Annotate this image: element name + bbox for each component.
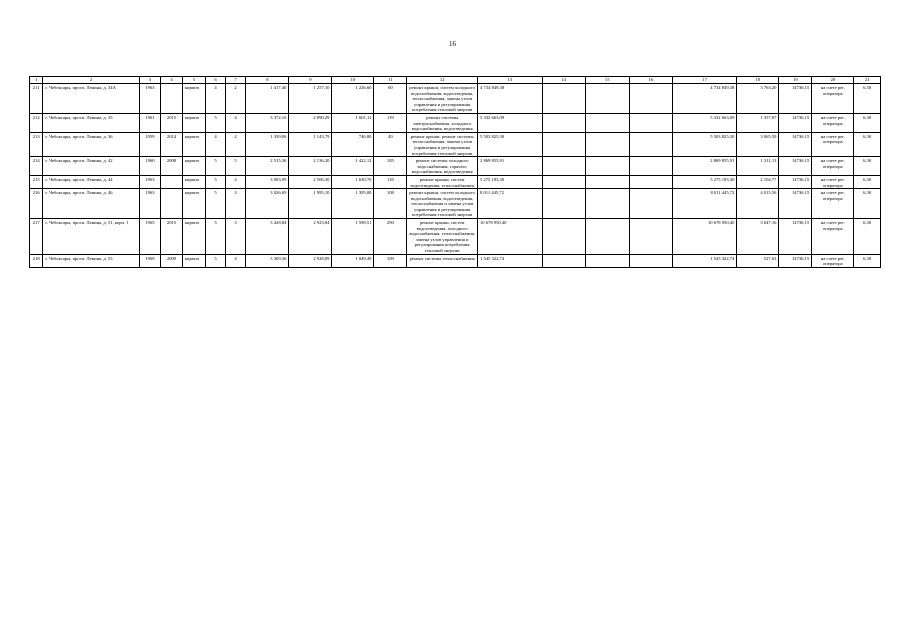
table-cell: 4 015,56 — [737, 189, 779, 219]
table-cell: кирпич — [182, 189, 206, 219]
table-cell: 1 995,10 — [289, 189, 332, 219]
table-row — [30, 219, 881, 255]
table-cell: 1 422,12 — [332, 157, 374, 176]
table-cell: 10 678 950,40 — [478, 219, 543, 255]
table-cell — [542, 157, 585, 176]
table-cell: 14736,15 — [779, 132, 812, 156]
table-cell: 2 515,36 — [246, 157, 289, 176]
table-cell: 218 — [30, 254, 43, 267]
table-cell: 6,30 — [854, 132, 881, 156]
table-cell: 6,30 — [854, 254, 881, 267]
table-cell: кирпич — [182, 157, 206, 176]
table-cell: 1963 — [139, 175, 161, 188]
table-cell: 2 — [225, 132, 246, 156]
table-cell: 5 332 663,09 — [478, 113, 543, 132]
table-cell — [585, 175, 629, 188]
table-row — [30, 189, 881, 219]
table-cell: 6,30 — [854, 219, 881, 255]
table-cell: на счете рег. оператора — [812, 113, 854, 132]
table-cell: 14736,15 — [779, 175, 812, 188]
table-cell: 3 — [225, 189, 246, 219]
table-cell: 1 545 322,74 — [672, 254, 737, 267]
table-cell: 2 104,77 — [737, 175, 779, 188]
table-cell — [629, 189, 672, 219]
table-cell: ремонт крыши, систем холодного водоснабжения, водоотведения, теплоснабжения и замена узлов управления и регулирования потребления тепловой энергии — [407, 189, 478, 219]
table-cell: 2 — [225, 84, 246, 114]
table-cell: 5 — [206, 254, 225, 267]
table-cell: 5 275 183,30 — [672, 175, 737, 188]
table-cell: 2015 — [161, 113, 183, 132]
table-cell — [542, 219, 585, 255]
table-cell: 3 003,99 — [246, 175, 289, 188]
table-cell: 211 — [30, 84, 43, 114]
table-cell — [629, 175, 672, 188]
table-cell: 2014 — [161, 132, 183, 156]
table-cell: кирпич — [182, 132, 206, 156]
table-cell: 1 357,87 — [737, 113, 779, 132]
table-cell: 1 417,40 — [246, 84, 289, 114]
table-cell: 213 — [30, 132, 43, 156]
table-cell: 3 309,36 — [246, 254, 289, 267]
table-cell: 1965 — [139, 219, 161, 255]
table-cell: 5 — [206, 175, 225, 188]
table-cell: 214 — [30, 157, 43, 176]
table-cell: на счете рег. оператора — [812, 219, 854, 255]
column-number: 4 — [161, 77, 183, 84]
column-number: 5 — [182, 77, 206, 84]
table-cell: г. Чебоксары, просп. Ленина, д. 42 — [43, 157, 139, 176]
table-cell: 4 — [225, 254, 246, 267]
column-number: 21 — [854, 77, 881, 84]
column-number: 14 — [542, 77, 585, 84]
table-cell — [585, 132, 629, 156]
table-cell: 2 890,29 — [289, 113, 332, 132]
table-cell — [585, 189, 629, 219]
table-cell: 10 678 950,40 — [672, 219, 737, 255]
table-cell: 6,30 — [854, 189, 881, 219]
table-cell: 1963 — [139, 84, 161, 114]
table-cell: 1 257,10 — [289, 84, 332, 114]
table-cell: 14736,15 — [779, 219, 812, 255]
table-cell — [629, 84, 672, 114]
table-cell: ремонт системы холодного водоснабжения, горячего водоснабжения, водоотведения — [407, 157, 478, 176]
column-number: 11 — [374, 77, 407, 84]
table-cell: 109 — [374, 254, 407, 267]
table-cell: 6,30 — [854, 175, 881, 188]
column-number: 17 — [672, 77, 737, 84]
register-table — [29, 76, 881, 268]
table-cell: 1961 — [139, 113, 161, 132]
table-cell — [542, 254, 585, 267]
table-cell: 1959 — [139, 132, 161, 156]
table-cell: ремонт крыши, систем водоотведения, теплоснабжения — [407, 175, 478, 188]
table-cell: 119 — [374, 113, 407, 132]
table-cell — [585, 254, 629, 267]
table-cell: 1 849,49 — [332, 254, 374, 267]
table-cell: 1 339,06 — [246, 132, 289, 156]
table-cell: ремонт системы теплоснабжения — [407, 254, 478, 267]
table-cell: г. Чебоксары, просп. Ленина, д. 34А — [43, 84, 139, 114]
column-number: 3 — [139, 77, 161, 84]
table-cell: 1 311,13 — [737, 157, 779, 176]
table-cell: 1 598,51 — [332, 219, 374, 255]
table-cell: 1960 — [139, 157, 161, 176]
table-row — [30, 175, 881, 188]
table-cell: г. Чебоксары, просп. Ленина, д. 36 — [43, 132, 139, 156]
column-number: 10 — [332, 77, 374, 84]
table-cell: 2008 — [161, 157, 183, 176]
table-cell: кирпич — [182, 175, 206, 188]
table-cell: 14736,15 — [779, 189, 812, 219]
table-cell — [161, 175, 183, 188]
table-cell: 215 — [30, 175, 43, 188]
table-cell: ремонт крыши, систем водоотведения, холодного водоснабжения, теплоснабжения, замена узлов управления и регулирования потребления тепловой энергии — [407, 219, 478, 255]
table-cell: 5 — [225, 157, 246, 176]
table-cell — [629, 157, 672, 176]
table-cell: 14736,15 — [779, 157, 812, 176]
table-cell: 5 — [206, 113, 225, 132]
table-cell: 527,63 — [737, 254, 779, 267]
table-row — [30, 157, 881, 176]
table-cell: 5 — [206, 157, 225, 176]
table-cell — [585, 84, 629, 114]
table-cell: 4 — [206, 132, 225, 156]
table-cell: кирпич — [182, 254, 206, 267]
table-cell: 212 — [30, 113, 43, 132]
table-cell: 2 136,20 — [289, 157, 332, 176]
table-cell — [542, 175, 585, 188]
table-row — [30, 84, 881, 114]
table-cell: 3 647,16 — [737, 219, 779, 255]
table-cell: 2015 — [161, 219, 183, 255]
table-cell: 2009 — [161, 254, 183, 267]
table-cell: 60 — [374, 84, 407, 114]
table-cell: 49 — [374, 132, 407, 156]
column-number: 8 — [246, 77, 289, 84]
column-number: 1 — [30, 77, 43, 84]
table-cell: 14736,15 — [779, 254, 812, 267]
table-cell: 185 — [374, 157, 407, 176]
table-cell: 2 869 855,91 — [478, 157, 543, 176]
table-row — [30, 254, 881, 267]
table-cell — [629, 132, 672, 156]
table-cell: 5 — [206, 219, 225, 255]
table-cell: 118 — [374, 175, 407, 188]
table-cell — [542, 132, 585, 156]
table-cell: 8 011 445,72 — [672, 189, 737, 219]
table-cell: г. Чебоксары, просп. Ленина, д. 44 — [43, 175, 139, 188]
table-cell: г. Чебоксары, просп. Ленина, д. 35 — [43, 113, 139, 132]
table-cell: 1 545 322,74 — [478, 254, 543, 267]
column-number: 18 — [737, 77, 779, 84]
table-cell: кирпич — [182, 219, 206, 255]
table-cell — [585, 219, 629, 255]
column-number: 16 — [629, 77, 672, 84]
table-cell: 1 143,79 — [289, 132, 332, 156]
table-cell: 6,30 — [854, 84, 881, 114]
table-cell: 4 — [225, 175, 246, 188]
column-number-row — [30, 77, 881, 84]
table-cell: 14736,15 — [779, 113, 812, 132]
table-cell: ремонт системы электроснабжения, холодного водоснабжения, водоотведения — [407, 113, 478, 132]
table-cell — [542, 113, 585, 132]
column-number: 2 — [43, 77, 139, 84]
table-cell: 5 — [206, 189, 225, 219]
table-cell: 4 734 849,38 — [478, 84, 543, 114]
table-cell: 2 923,84 — [289, 219, 332, 255]
table-cell: 4 — [206, 84, 225, 114]
table-cell: г. Чебоксары, просп. Ленина, д. 51, корп. 1 — [43, 219, 139, 255]
table-cell: кирпич — [182, 84, 206, 114]
table-cell: г. Чебоксары, просп. Ленина, д. 53 — [43, 254, 139, 267]
table-row — [30, 113, 881, 132]
table-cell: на счете рег. оператора — [812, 157, 854, 176]
table-cell: 3 763,20 — [737, 84, 779, 114]
table-cell: ремонт крыши, систем холодного водоснабжения, водоотведения, теплоснабжения, замена узлов управления и регулирования потребления тепловой энергии — [407, 84, 478, 114]
page-number: 16 — [449, 40, 456, 48]
column-number: 9 — [289, 77, 332, 84]
table-cell: 5 332 663,09 — [672, 113, 737, 132]
table-cell — [629, 219, 672, 255]
table-cell: кирпич — [182, 113, 206, 132]
table-cell — [585, 113, 629, 132]
table-cell: на счете рег. оператора — [812, 84, 854, 114]
table-cell: 217 — [30, 219, 43, 255]
table-cell — [161, 84, 183, 114]
table-cell: 3 026,69 — [246, 189, 289, 219]
table-cell: 5 503 825,30 — [672, 132, 737, 156]
column-number: 6 — [206, 77, 225, 84]
table-cell — [629, 254, 672, 267]
table-cell: 5 275 183,30 — [478, 175, 543, 188]
table-cell: 1 395,00 — [332, 189, 374, 219]
column-number: 15 — [585, 77, 629, 84]
table-cell: 1969 — [139, 254, 161, 267]
table-cell: 1963 — [139, 189, 161, 219]
table-cell: 1 226,60 — [332, 84, 374, 114]
table-cell: 5 503 825,30 — [478, 132, 543, 156]
table-cell: 8 011 445,72 — [478, 189, 543, 219]
column-number: 12 — [407, 77, 478, 84]
column-number: 19 — [779, 77, 812, 84]
table-cell: 2 869 855,91 — [672, 157, 737, 176]
table-cell: 2 506,30 — [289, 175, 332, 188]
table-cell — [585, 157, 629, 176]
column-number: 7 — [225, 77, 246, 84]
table-cell — [629, 113, 672, 132]
table-cell: ремонт крыши, ремонт системы теплоснабжения, замена узлов управления и регулирования потребления тепловой энергии — [407, 132, 478, 156]
table-cell — [161, 189, 183, 219]
column-number: 13 — [478, 77, 543, 84]
table-cell: 746,80 — [332, 132, 374, 156]
column-number: 20 — [812, 77, 854, 84]
table-cell: г. Чебоксары, просп. Ленина, д. 46 — [43, 189, 139, 219]
table-cell: 3 065,59 — [737, 132, 779, 156]
table-cell: на счете рег. оператора — [812, 132, 854, 156]
table-cell: на счете рег. оператора — [812, 175, 854, 188]
table-cell: 290 — [374, 219, 407, 255]
table-cell — [542, 189, 585, 219]
table-cell: 4 734 849,38 — [672, 84, 737, 114]
table-cell: 216 — [30, 189, 43, 219]
table-cell: 3 428,84 — [246, 219, 289, 255]
table-cell: на счете рег. оператора — [812, 189, 854, 219]
table-cell — [542, 84, 585, 114]
table-cell: 4 — [225, 113, 246, 132]
table-cell: на счете рег. оператора — [812, 254, 854, 267]
table-cell: 3 — [225, 219, 246, 255]
table-cell: 108 — [374, 189, 407, 219]
table-cell: 2 928,09 — [289, 254, 332, 267]
table-row — [30, 132, 881, 156]
table-cell: 6,30 — [854, 113, 881, 132]
table-cell: 14736,15 — [779, 84, 812, 114]
table-cell: 1 630,70 — [332, 175, 374, 188]
table-cell: 3 372,16 — [246, 113, 289, 132]
table-cell: 6,30 — [854, 157, 881, 176]
table-cell: 1 601,11 — [332, 113, 374, 132]
